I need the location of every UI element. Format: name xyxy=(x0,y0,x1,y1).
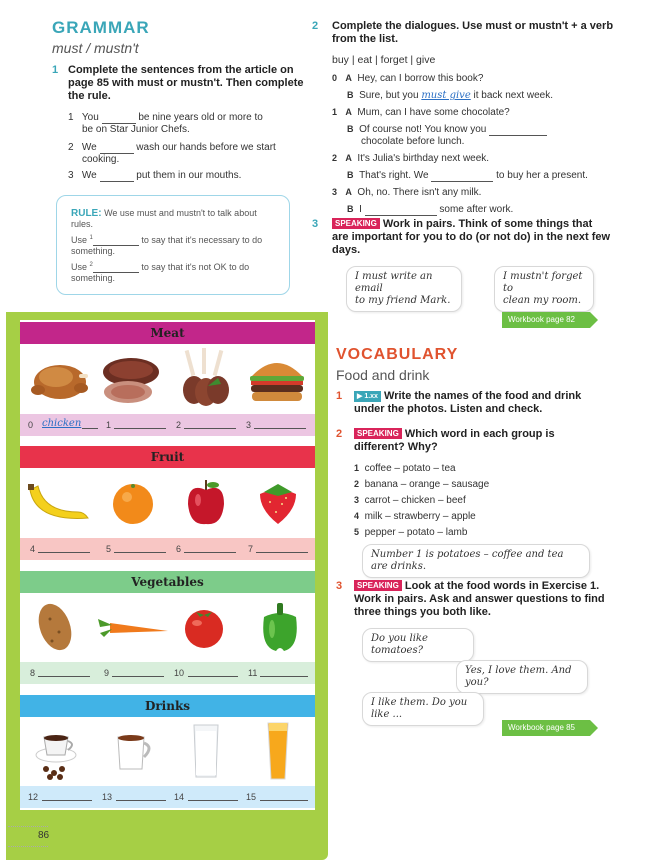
grammar-item-3: 3 We put them in our mouths. xyxy=(68,170,242,181)
example-answer: must give xyxy=(421,90,471,101)
carrot-image xyxy=(96,613,170,643)
answer-blank[interactable] xyxy=(260,676,308,677)
roast-beef-image xyxy=(98,352,164,408)
answer-blank[interactable] xyxy=(188,800,238,801)
answer-blank[interactable] xyxy=(365,215,437,216)
answer-blank[interactable] xyxy=(256,552,308,553)
odd-one-out-list: 1 coffee – potato – tea 2 banana – orange – sausage 3 carrot – chicken – beef 4 milk – strawberry – apple 5 pepper – potato – lamb xyxy=(354,463,490,538)
tea-image xyxy=(112,731,158,775)
exercise-number: 1 xyxy=(52,64,59,76)
speaking-badge: SPEAKING xyxy=(354,580,402,591)
answer-blank[interactable] xyxy=(254,428,306,429)
strawberry-image xyxy=(254,480,302,526)
vegetables-answer-row: 8 9 10 11 xyxy=(20,662,315,684)
workbook-link[interactable]: Workbook page 85 xyxy=(502,720,590,736)
speech-bubble: I must write an email to my friend Mark. xyxy=(346,266,462,312)
tomato-image xyxy=(180,603,228,651)
meat-answer-row: 0 chicken 1 2 3 xyxy=(20,414,315,436)
answer-blank[interactable] xyxy=(114,428,166,429)
grammar-subtitle: must / mustn't xyxy=(52,40,139,56)
grammar-item-2: 2 We wash our hands before we start cooking. xyxy=(68,142,276,165)
orange-juice-image xyxy=(262,719,294,783)
word-list: buy | eat | forget | give xyxy=(332,54,436,66)
coffee-image xyxy=(32,723,84,781)
drinks-answer-row: 12 13 14 15 xyxy=(20,786,315,808)
dialogue-lines: 0 A Hey, can I borrow this book? B Sure, but you must give it back next week. 1 A Mum, can I have some chocolate? B Of course not! You know you chocolate before lunch. 2 A It's Julia's birthday next week. B That's right. We to buy her a present. 3 A Oh, no. There isn't any milk. B I some after work. xyxy=(332,73,588,215)
rule-box: RULE: We use must and mustn't to talk about rules. Use $^1$ to say that it's necessary to do something. Use $^2$ to say that it's not OK to do something. xyxy=(56,195,290,295)
vegetables-header: Vegetables xyxy=(20,571,315,593)
potato-image xyxy=(30,599,80,655)
fruit-answer-row: 4 5 6 7 xyxy=(20,538,315,560)
answer-blank[interactable] xyxy=(431,181,493,182)
vocabulary-title: VOCABULARY xyxy=(336,346,459,363)
answer-blank[interactable] xyxy=(38,552,90,553)
apple-image xyxy=(184,476,228,530)
page-number: 86 xyxy=(38,830,50,841)
answer-blank[interactable] xyxy=(38,676,90,677)
lamb-chops-image xyxy=(178,346,234,412)
burger-image xyxy=(246,352,308,408)
divider xyxy=(8,826,48,827)
speech-bubble: Number 1 is potatoes – coffee and tea are drinks. xyxy=(362,544,590,578)
answer-blank[interactable] xyxy=(114,552,166,553)
answer-blank[interactable] xyxy=(42,800,92,801)
drinks-photos xyxy=(20,717,315,785)
banana-image xyxy=(26,478,92,528)
meat-photos xyxy=(20,344,315,414)
vegetables-photos xyxy=(20,593,315,661)
meat-header: Meat xyxy=(20,322,315,344)
answer-blank[interactable] xyxy=(184,428,236,429)
speech-bubble: I like them. Do you like ... xyxy=(362,692,484,726)
answer-blank[interactable] xyxy=(116,800,166,801)
speaking-badge: SPEAKING xyxy=(354,428,402,439)
speech-bubble: Do you like tomatoes? xyxy=(362,628,474,662)
speaking-badge: SPEAKING xyxy=(332,218,380,229)
milk-image xyxy=(188,721,224,781)
audio-icon[interactable]: ▶ 1.xx xyxy=(354,391,381,402)
answer-blank[interactable] xyxy=(260,800,308,801)
speech-bubble: Yes, I love them. And you? xyxy=(456,660,588,694)
answer-blank[interactable] xyxy=(489,135,547,136)
orange-image xyxy=(110,480,156,526)
drinks-header: Drinks xyxy=(20,695,315,717)
speech-bubble: I mustn't forget to clean my room. xyxy=(494,266,594,312)
fruit-photos xyxy=(20,468,315,538)
divider xyxy=(8,846,48,847)
vocabulary-subtitle: Food and drink xyxy=(336,367,430,383)
example-answer: chicken xyxy=(42,418,82,429)
grammar-title: GRAMMAR xyxy=(52,18,150,37)
answer-blank[interactable] xyxy=(184,552,236,553)
grammar-item-1: 1 You be nine years old or more to be on Star Junior Chefs. xyxy=(68,112,263,135)
exercise-instruction: Complete the sentences from the article on page 85 with must or mustn't. Then complete the rule. xyxy=(68,64,304,102)
answer-blank[interactable] xyxy=(112,676,164,677)
green-pepper-image xyxy=(256,599,304,655)
answer-blank[interactable] xyxy=(188,676,238,677)
roast-chicken-image xyxy=(28,352,90,406)
fruit-header: Fruit xyxy=(20,446,315,468)
answer-blank[interactable] xyxy=(100,181,134,182)
workbook-link[interactable]: Workbook page 82 xyxy=(502,312,590,328)
